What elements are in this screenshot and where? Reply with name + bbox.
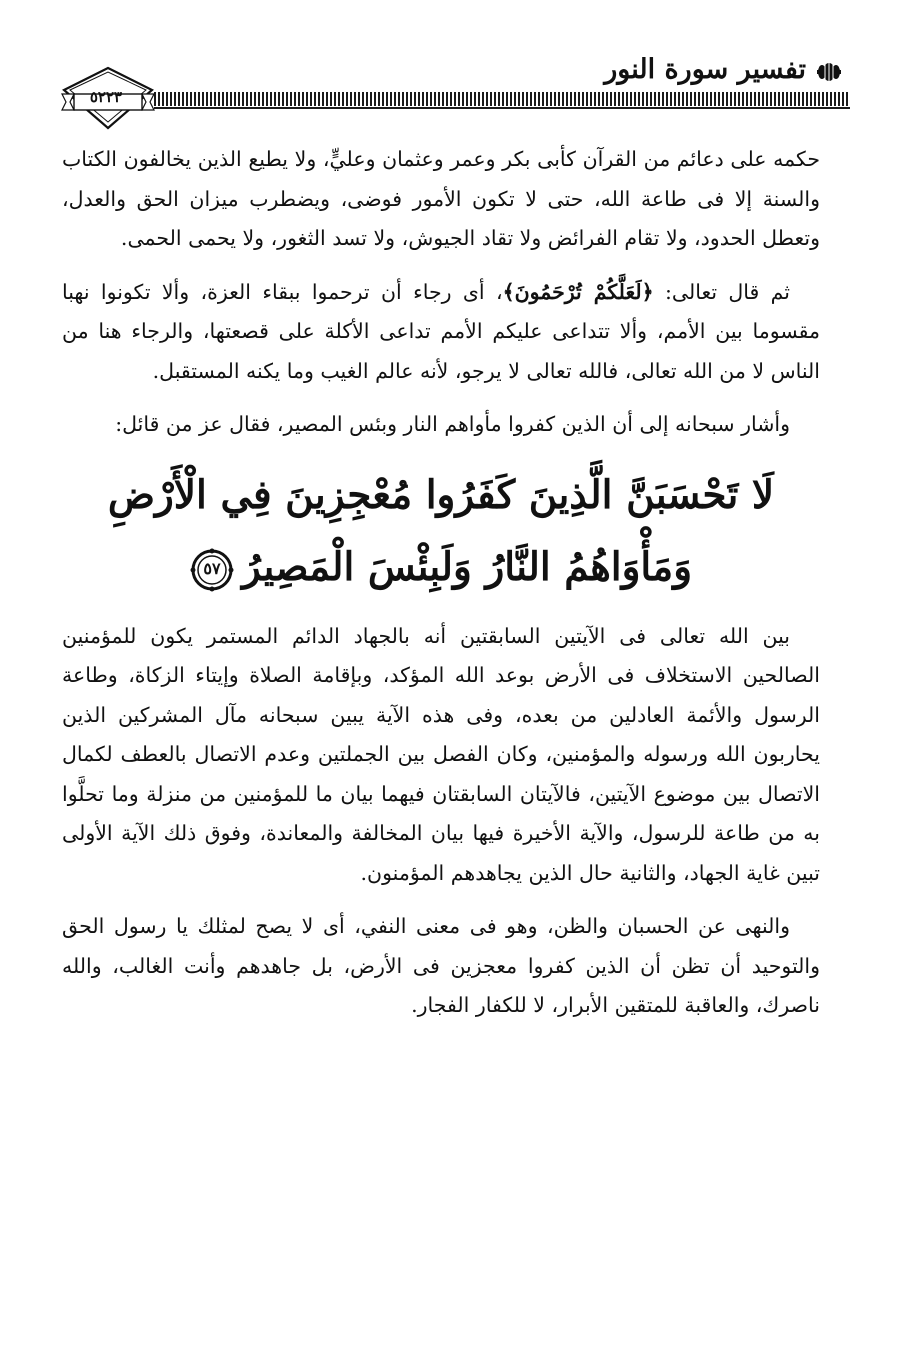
page-number-badge xyxy=(60,66,160,130)
verse-line: وَمَأْوَاهُمُ النَّارُ وَلَبِئْسَ الْمَصِيرُ xyxy=(241,543,693,590)
text-body xyxy=(62,140,820,1040)
page-number: ٥٢٢٣ xyxy=(89,88,123,106)
paragraph: بين الله تعالى فى الآيتين السابقتين أنه بالجهاد الدائم المستمر يكون للمؤمنين الصالحين الاستخلاف فى الأرض بوعد الله المؤكد، وبإقامة الصلاة وإيتاء الزكاة، وطاعة الرسول والأئمة العادلين من بعده، وفى هذه الآية يبين سبحانه مآل المشركين الذين يحاربون الله ورسوله والمؤمنين، وكان الفصل بين الجملتين وعدم الاتصال بالعطف لكمال الاتصال بين موضوع الآيتين، فالآيتان السابقتان فيهما بيان ما للمؤمنين من منزلة وما تحلَّوا به من طاعة للرسول، والآية الأخيرة فيها بيان المخالفة والمعاندة، وفوق ذلك الآية الأولى تبين غاية الجهاد، والثانية حال الذين يجاهدهم المؤمنون. xyxy=(62,623,820,885)
page-header xyxy=(60,52,850,132)
verse-number: ٥٧ xyxy=(203,558,221,578)
header-rule xyxy=(154,92,850,106)
flower-ornament-icon xyxy=(816,60,842,84)
verse-line-last xyxy=(72,531,810,603)
quoted-verse-fragment: ﴿لَعَلَّكُمْ تُرْحَمُونَ﴾ xyxy=(502,279,654,304)
verse-line: لَا تَحْسَبَنَّ الَّذِينَ كَفَرُوا مُعْجِزِينَ فِي الْأَرْضِ xyxy=(107,471,775,518)
paragraph-rest: ، أى رجاء أن ترحموا ببقاء العزة، وألا تكونوا نهبا مقسوما بين الأمم، وألا تتداعى عليكم الأمم تداعى الأكلة على قصعتها، والرجاء هنا من الناس لا من الله تعالى، فالله تعالى لا يرجو، لأنه عالم الغيب وما يكنه المستقبل. xyxy=(62,279,820,383)
verse-end-medallion-icon xyxy=(190,548,234,592)
paragraph xyxy=(62,273,820,392)
paragraph: وأشار سبحانه إلى أن الذين كفروا مأواهم النار وبئس المصير، فقال عز من قائل: xyxy=(115,412,790,436)
paragraph-lead: ثم قال تعالى: xyxy=(653,279,791,304)
paragraph: حكمه على دعائم من القرآن كأبى بكر وعمر وعثمان وعليٍّ، ولا يطيع الذين يخالفون الكتاب والسنة إلا فى طاعة الله، حتى لا تكون الأمور فوضى، ويضطرب ميزان الحق والعدل، وتعطل الحدود، ولا تقام الفرائض ولا تقاد الجيوش، ولا تسد الثغور، ولا يحمى الحمى. xyxy=(62,147,820,250)
paragraph: والنهى عن الحسبان والظن، وهو فى معنى النفي، أى لا يصح لمثلك يا رسول الحق والتوحيد أن تظن أن الذين كفروا معجزين فى الأرض، بل جاهدهم وأنت الغالب، والله ناصرك، والعاقبة للمتقين الأبرار، لا للكفار الفجار. xyxy=(62,914,820,1017)
quranic-verse xyxy=(72,459,810,603)
surah-title: تفسير سورة النور xyxy=(604,54,806,85)
